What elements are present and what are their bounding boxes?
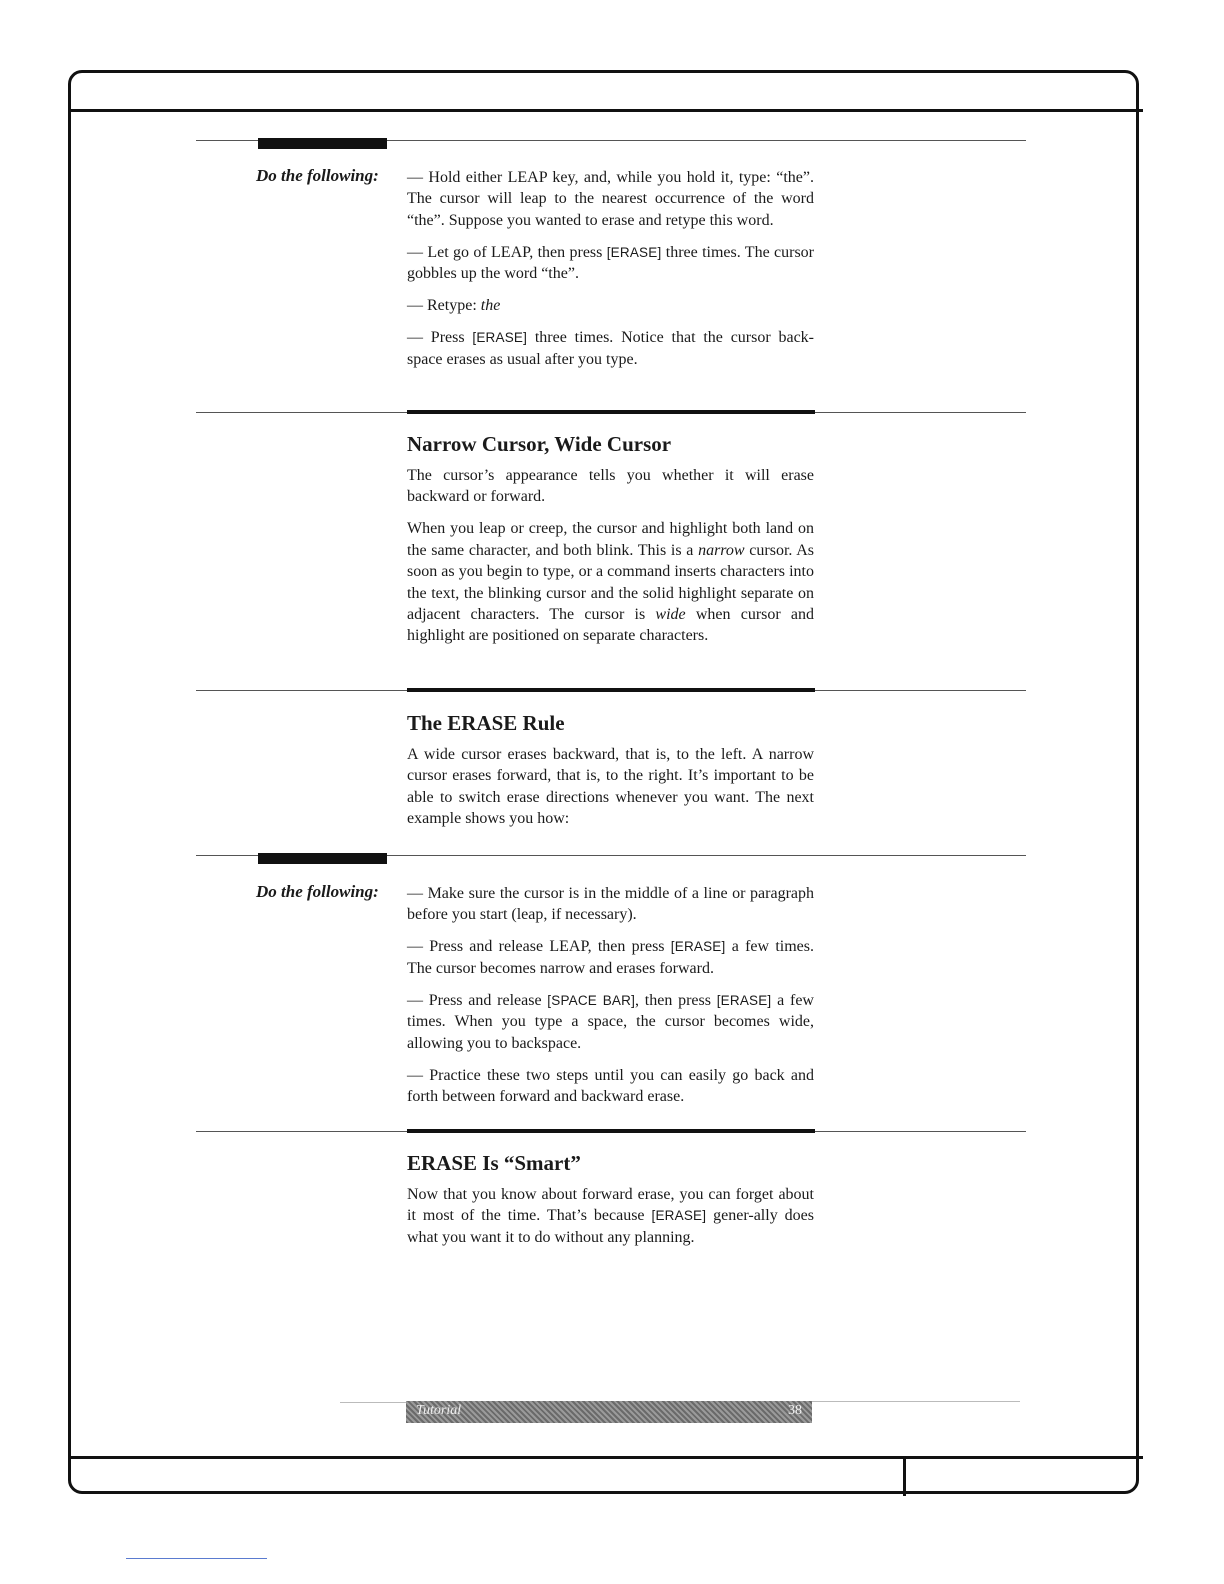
- bottom-underline: [126, 1558, 267, 1559]
- paragraph-text: when cursor and highlight are positioned on separate characters.: [407, 606, 815, 645]
- step-3-text-b: , then press: [635, 991, 717, 1009]
- step-4-text-a: — Press: [407, 329, 473, 347]
- step-3-text-a: — Press and release: [407, 991, 548, 1009]
- section-tab-marker: [258, 138, 387, 149]
- step-3-text: — Retype:: [407, 297, 481, 315]
- paragraph-text: Now that you know about forward erase, you can forget about it most of the time. That’s because: [407, 1186, 814, 1225]
- paragraph: [407, 1184, 814, 1248]
- section-body-erase-smart: [407, 1184, 814, 1259]
- step-2-text-b: a few times. The cursor becomes narrow and erases forward.: [407, 938, 815, 977]
- step-2-text-a: — Let go of LEAP, then press: [407, 243, 607, 261]
- step-2-text-a: — Press and release LEAP, then press: [407, 938, 671, 956]
- space-bar-key: [SPACE BAR]: [547, 992, 636, 1008]
- page-number: 38: [788, 1403, 802, 1418]
- erase-key: [ERASE]: [670, 939, 726, 955]
- step-1-text: — Hold either LEAP key, and, while you hold it, type: “the”. The cursor will leap to the nearest occurrence of the word “the”. Suppose you wanted to erase and retype this word.: [407, 169, 814, 229]
- frame-footer-divider: [903, 1456, 906, 1496]
- frame-header-rule: [68, 109, 1143, 112]
- section-title-erase-rule: The ERASE Rule: [407, 711, 565, 735]
- footer-section-name: Tutorial: [416, 1403, 462, 1418]
- step-2: [407, 242, 814, 285]
- frame-footer-rule: [68, 1456, 1143, 1459]
- erase-key: [ERASE]: [472, 330, 528, 346]
- section-body-erase-rule: [407, 744, 814, 840]
- paragraph-text: cursor. As soon as you begin to type, or a command inserts characters into the text, the blinking cursor and the solid highlight separate on adjacent characters. The cursor is: [407, 541, 814, 624]
- paragraph: [407, 518, 814, 646]
- paragraph-text: gener-ally does what you want it to do without any planning.: [407, 1207, 815, 1246]
- heading-bar: [407, 688, 815, 692]
- step-4: [407, 327, 814, 370]
- step-4: — Practice these two steps until you can easily go back and forth between forward and backward erase.: [407, 1066, 814, 1106]
- footer-rule: [340, 1402, 406, 1403]
- step-1: — Make sure the cursor is in the middle of a line or paragraph before you start (leap, if necessary).: [407, 885, 814, 924]
- do-following-label: Do the following:: [256, 166, 379, 185]
- heading-bar: [407, 410, 815, 414]
- paragraph-text: When you leap or creep, the cursor and highlight both land on the same character, and both blink. This is a: [407, 520, 814, 559]
- footer-rule: [812, 1401, 1020, 1402]
- instruction-steps-2: [407, 883, 814, 1118]
- erase-key: [ERASE]: [651, 1208, 707, 1224]
- paragraph: A wide cursor erases backward, that is, to the left. A narrow cursor erases forward, that is, to the right. It’s important to be able to switch erase directions whenever you want. The next example shows you how:: [407, 746, 814, 828]
- step-2-text-b: three times. The cursor gobbles up the word “the”.: [407, 243, 814, 283]
- step-2: [407, 936, 814, 979]
- step-1: [407, 167, 814, 231]
- heading-bar: [407, 1129, 815, 1133]
- section-title-erase-smart: ERASE Is “Smart”: [407, 1151, 581, 1175]
- erase-key: [ERASE]: [716, 992, 772, 1008]
- emphasis-narrow: narrow: [698, 541, 745, 559]
- footer-bar: [406, 1401, 812, 1423]
- do-following-label: Do the following:: [256, 882, 379, 901]
- step-3: [407, 295, 814, 316]
- erase-key: [ERASE]: [606, 244, 662, 260]
- instruction-steps-1: [407, 167, 814, 381]
- paragraph: The cursor’s appearance tells you whether it will erase backward or forward.: [407, 467, 814, 506]
- section-title-narrow-wide: Narrow Cursor, Wide Cursor: [407, 432, 672, 456]
- section-tab-marker: [258, 853, 387, 864]
- step-3: [407, 990, 814, 1054]
- section-body-narrow-wide: [407, 465, 814, 657]
- emphasis-wide: wide: [655, 606, 686, 624]
- step-3-em: the: [480, 297, 501, 315]
- step-4-text-b: three times. Notice that the cursor back-space erases as usual after you type.: [407, 329, 815, 368]
- step-3-text-c: a few times. When you type a space, the cursor becomes wide, allowing you to backspace.: [407, 991, 814, 1052]
